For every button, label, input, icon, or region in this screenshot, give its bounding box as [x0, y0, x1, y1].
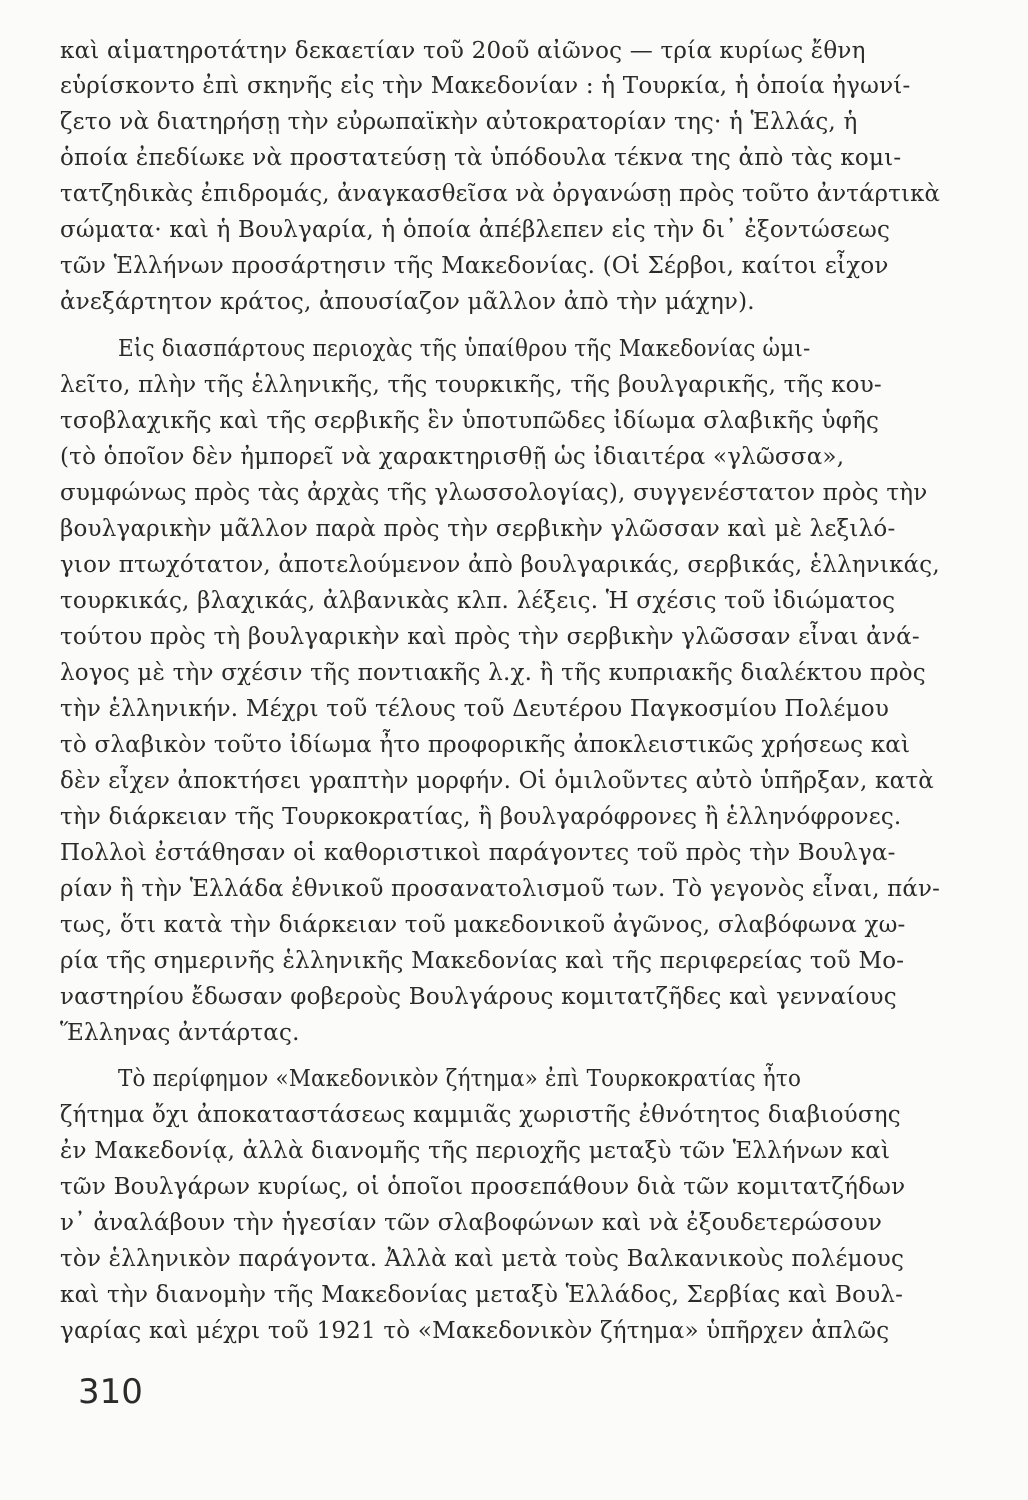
text-line-16: τουρκικάς, βλαχικάς, ἀλβανικὰς κλπ. λέξεις. Ἡ σχέσις τοῦ ἰδιώματος [60, 588, 896, 614]
text-line-23: Πολλοὶ ἐστάθησαν οἱ καθοριστικοὶ παράγοντες τοῦ πρὸς τὴν Βουλγα- [60, 840, 896, 866]
text-line-25: τως, ὅτι κατὰ τὴν διάρκειαν τοῦ μακεδονικοῦ ἀγῶνος, σλαβόφωνα χω- [60, 912, 906, 938]
text-line-18: λογος μὲ τὴν σχέσιν τῆς ποντιακῆς λ.χ. ἢ τῆς κυπριακῆς διαλέκτου πρὸς [60, 660, 926, 686]
text-line-15: γιον πτωχότατον, ἀποτελούμενον ἀπὸ βουλγαρικάς, σερβικάς, ἑλληνικάς, [60, 552, 940, 578]
text-line-10: λεῖτο, πλὴν τῆς ἑλληνικῆς, τῆς τουρκικῆς, τῆς βουλγαρικῆς, τῆς κου- [60, 372, 882, 398]
text-line-19: τὴν ἑλληνικήν. Μέχρι τοῦ τέλους τοῦ Δευτέρου Παγκοσμίου Πολέμου [60, 696, 889, 722]
text-line-6: σώματα· καὶ ἡ Βουλγαρία, ἡ ὁποία ἀπέβλεπεν εἰς τὴν δι᾽ ἐξοντώσεως [60, 217, 891, 243]
text-line-34: τὸν ἑλληνικὸν παράγοντα. Ἀλλὰ καὶ μετὰ τοὺς Βαλκανικοὺς πολέμους [60, 1246, 905, 1272]
text-line-28: Ἕλληνας ἀντάρτας. [60, 1020, 300, 1046]
text-line-13: συμφώνως πρὸς τὰς ἀρχὰς τῆς γλωσσολογίας), συγγενέστατον πρὸς τὴν [60, 480, 928, 506]
page-number: 310 [78, 1372, 143, 1412]
text-line-9: Εἰς διασπάρτους περιοχὰς τῆς ὑπαίθρου τῆς Μακεδονίας ὡμι- [118, 336, 811, 362]
text-line-14: βουλγαρικὴν μᾶλλον παρὰ πρὸς τὴν σερβικὴν γλῶσσαν καὶ μὲ λεξιλό- [60, 516, 896, 542]
text-line-21: δὲν εἶχεν ἀποκτήσει γραπτὴν μορφήν. Οἱ ὁμιλοῦντες αὐτὸ ὑπῆρξαν, κατὰ [60, 768, 934, 794]
text-line-2: εὑρίσκοντο ἐπὶ σκηνῆς εἰς τὴν Μακεδονίαν : ἡ Τουρκία, ἡ ὁποία ἠγωνί- [60, 73, 911, 99]
text-line-1: καὶ αἱματηροτάτην δεκαετίαν τοῦ 20οῦ αἰῶνος — τρία κυρίως ἔθνη [60, 38, 866, 64]
text-line-7: τῶν Ἑλλήνων προσάρτησιν τῆς Μακεδονίας. (Οἱ Σέρβοι, καίτοι εἶχον [60, 253, 889, 279]
text-line-12: (τὸ ὁποῖον δὲν ἠμπορεῖ νὰ χαρακτηρισθῇ ὡς ἰδιαιτέρα «γλῶσσα», [60, 444, 845, 470]
text-line-32: τῶν Βουλγάρων κυρίως, οἱ ὁποῖοι προσεπάθουν διὰ τῶν κομιτατζήδων [60, 1174, 906, 1200]
text-line-5: τατζηδικὰς ἐπιδρομάς, ἀναγκασθεῖσα νὰ ὀργανώσῃ πρὸς τοῦτο ἀντάρτικὰ [60, 181, 941, 207]
text-line-31: ἐν Μακεδονίᾳ, ἀλλὰ διανομῆς τῆς περιοχῆς μεταξὺ τῶν Ἑλλήνων καὶ [60, 1138, 891, 1164]
text-line-8: ἀνεξάρτητον κράτος, ἀπουσίαζον μᾶλλον ἀπὸ τὴν μάχην). [60, 289, 755, 315]
text-line-22: τὴν διάρκειαν τῆς Τουρκοκρατίας, ἢ βουλγαρόφρονες ἢ ἑλληνόφρονες. [60, 804, 902, 830]
text-line-20: τὸ σλαβικὸν τοῦτο ἰδίωμα ἦτο προφορικῆς ἀποκλειστικῶς χρήσεως καὶ [60, 732, 911, 758]
text-line-3: ζετο νὰ διατηρήσῃ τὴν εὐρωπαϊκὴν αὐτοκρατορίαν της· ἡ Ἑλλάς, ἡ [60, 109, 858, 135]
text-line-17: τούτου πρὸς τὴ βουλγαρικὴν καὶ πρὸς τὴν σερβικὴν γλῶσσαν εἶναι ἀνά- [60, 624, 920, 650]
text-line-11: τσοβλαχικῆς καὶ τῆς σερβικῆς ἓν ὑποτυπῶδες ἰδίωμα σλαβικῆς ὑφῆς [60, 408, 880, 434]
text-line-24: ρίαν ἢ τὴν Ἑλλάδα ἐθνικοῦ προσανατολισμοῦ των. Τὸ γεγονὸς εἶναι, πάν- [60, 876, 941, 902]
text-line-4: ὁποία ἐπεδίωκε νὰ προστατεύσῃ τὰ ὑπόδουλα τέκνα της ἀπὸ τὰς κομι- [60, 145, 902, 171]
text-line-35: καὶ τὴν διανομὴν τῆς Μακεδονίας μεταξὺ Ἑλλάδος, Σερβίας καὶ Βουλ- [60, 1282, 904, 1308]
text-line-27: ναστηρίου ἔδωσαν φοβεροὺς Βουλγάρους κομιτατζῆδες καὶ γενναίους [60, 984, 897, 1010]
text-line-33: ν᾽ ἀναλάβουν τὴν ἡγεσίαν τῶν σλαβοφώνων καὶ νὰ ἐξουδετερώσουν [60, 1210, 883, 1236]
text-line-36: γαρίας καὶ μέχρι τοῦ 1921 τὸ «Μακεδονικὸν ζήτημα» ὑπῆρχεν ἁπλῶς [60, 1318, 890, 1344]
text-line-29: Τὸ περίφημον «Μακεδονικὸν ζήτημα» ἐπὶ Τουρκοκρατίας ἦτο [118, 1066, 802, 1092]
text-line-30: ζήτημα ὄχι ἀποκαταστάσεως καμμιᾶς χωριστῆς ἐθνότητος διαβιούσης [60, 1102, 901, 1128]
text-line-26: ρία τῆς σημερινῆς ἑλληνικῆς Μακεδονίας καὶ τῆς περιφερείας τοῦ Μο- [60, 948, 905, 974]
